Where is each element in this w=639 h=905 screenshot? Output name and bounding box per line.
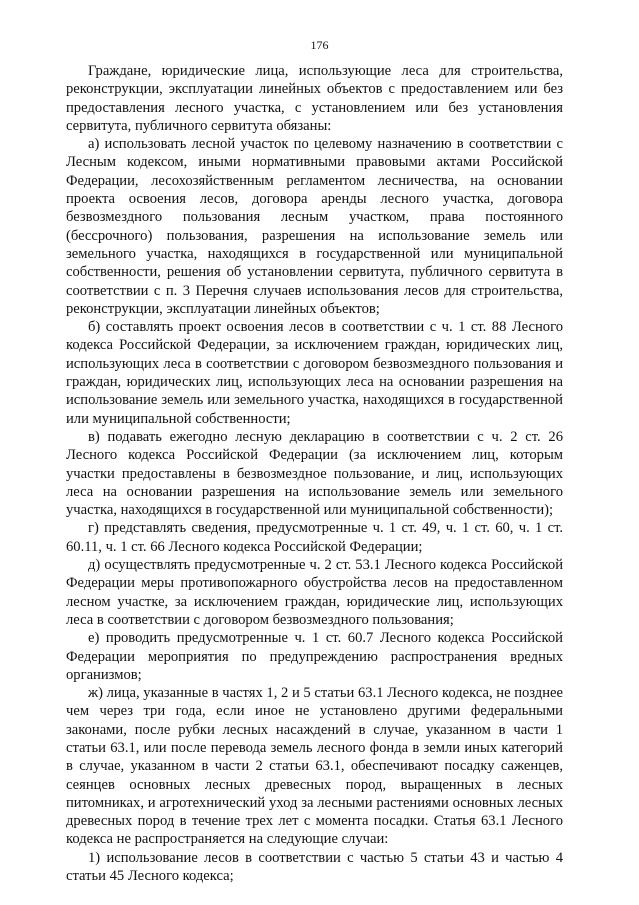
paragraph-item-g: г) представлять сведения, предусмотренные ч. 1 ст. 49, ч. 1 ст. 60, ч. 1 ст. 60.11, ч. 1 ст. 66 Лесного кодекса Российской Федерации; [66, 520, 563, 555]
paragraph-item-d: д) осуществлять предусмотренные ч. 2 ст. 53.1 Лесного кодекса Российской Федерации меры противопожарного обустройства лесов на предоставленном лесном участке, за исключением граждан, юридические лиц, использующих леса в соответствии с договором безвозмездного пользования; [66, 557, 563, 628]
paragraph-item-a: а) использовать лесной участок по целевому назначению в соответствии с Лесным кодексом, иными нормативными правовыми актами Российской Федерации, лесохозяйственным регламентом лесничества, на основании проекта освоения лесов, договора аренды лесного участка, договора безвозмездного пользования лесным участком, права постоянного (бессрочного) пользования, разрешения на использование земель или земельного участка, находящихся в государственной или муниципальной собственности, решения об установлении сервитута, публичного сервитута в соответствии с п. 3 Перечня случаев использования лесов для строительства, реконструкции, эксплуатации линейных объектов; [66, 136, 563, 317]
paragraph-item-1: 1) использование лесов в соответствии с частью 5 статьи 43 и частью 4 статьи 45 Лесного кодекса; [66, 849, 563, 885]
document-body [66, 62, 563, 885]
paragraph-intro: Граждане, юридические лица, использующие леса для строительства, реконструкции, эксплуатации линейных объектов с предоставлением или без предоставления лесного участка, с установлением или без установления сервитута, публичного сервитута обязаны: [66, 63, 563, 134]
paragraph-item-e: е) проводить предусмотренные ч. 1 ст. 60.7 Лесного кодекса Российской Федерации мероприятия по предупреждению распространения вредных организмов; [66, 630, 563, 683]
page-number: 176 [310, 38, 329, 52]
paragraph-item-b: б) составлять проект освоения лесов в соответствии с ч. 1 ст. 88 Лесного кодекса Российской Федерации, за исключением граждан, юридических лиц, использующих леса в соответствии с договором безвозмездного пользования и граждан, юридических лиц, использующих леса на основании разрешения на использование земель или земельного участка, находящихся в государственной или муниципальной собственности; [66, 319, 563, 427]
paragraph-item-v: в) подавать ежегодно лесную декларацию в соответствии с ч. 2 ст. 26 Лесного кодекса Российской Федерации (за исключением лиц, которым участки предоставлены в безвозмездное пользование, и лиц, использующих леса на основании разрешения на использование земель или земельного участка, находящихся в государственной или муниципальной собственности); [66, 428, 563, 519]
paragraph-item-zh: ж) лица, указанные в частях 1, 2 и 5 статьи 63.1 Лесного кодекса, не позднее чем через три года, если иное не установлено другими федеральными законами, после рубки лесных насаждений в случае, указанном в части 1 статьи 63.1, или после перевода земель лесного фонда в земли иных категорий в случае, указанном в части 2 статьи 63.1, обеспечивают посадку саженцев, сеянцев основных лесных древесных пород, выращенных в лесных питомниках, и агротехнический уход за лесными растениями основных лесных древесных пород в течение трех лет с момента посадки. Статья 63.1 Лесного кодекса не распространяется на следующие случаи: [66, 685, 563, 848]
